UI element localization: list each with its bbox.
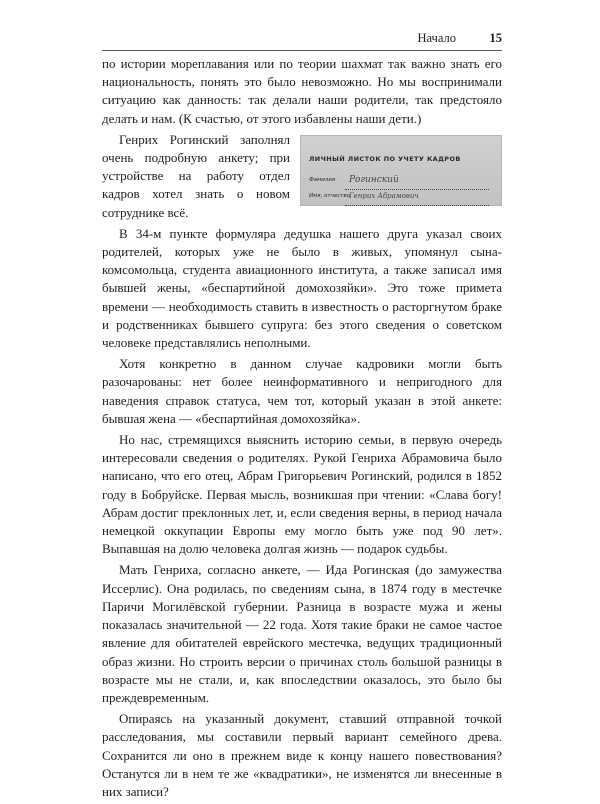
- personnel-form-image: [300, 135, 502, 206]
- form-row-name: [309, 187, 493, 205]
- paragraph-7: Опираясь на указанный документ, ставший отправной точкой расследования, мы составили первый вариант семейного древа. Сохранится ли оно в прежнем виде к концу нашего повествования? Останутся ли в нем те же «квадратики», не изменятся ли внесенные в них записи?: [102, 711, 502, 799]
- form-handwritten-surname: Рогинский: [349, 174, 399, 185]
- form-title: ЛИЧНЫЙ ЛИСТОК ПО УЧЕТУ КАДРОВ: [309, 154, 461, 163]
- page-number: 15: [489, 31, 502, 45]
- form-label-name: Имя, отчество: [309, 192, 351, 199]
- body-text: [102, 55, 502, 804]
- paragraph-2: Генрих Рогинский заполнял очень подробную анкету; при устройстве на работу отдел кадров хотел знать о новом сотруднике всё.: [102, 131, 290, 220]
- paragraph-1: по истории мореплавания или по теории шахмат так важно знать его национальность, понять это было невозможно. Но мы воспринимали ситуацию как данность: так делали наши родители, так предстояло делать и нам. (К счастью, от этого избавлены наши дети.): [102, 56, 502, 126]
- form-handwritten-name: Генрих Абрамович: [349, 191, 419, 200]
- form-label-surname: Фамилия: [309, 176, 336, 183]
- form-line: [345, 205, 489, 206]
- paragraph-3: В 34-м пункте формуляра дедушка нашего друга указал своих родителей, которых уже не было в живых, упомянул сына-комсомольца, студента авиационного института, а также записал имя бывшей жены, «беспартийной домохозяйки». Это тоже примета времени — необходимость ставить в известность о расторгнутом браке и родственниках бывшего супруга: без этого сведения о советском человеке представлялись неполными.: [102, 225, 502, 351]
- running-header: [102, 28, 502, 51]
- paragraph-6: Мать Генриха, согласно анкете, — Ида Рогинская (до замужества Иссерлис). Она родилась, по сведениям сына, в 1874 году в местечке Паричи Могилёвской губернии. Разница в возрасте мужа и жены показалась значительной — 22 года. Хотя такие браки не самое частое явление для обитателей еврейского местечка, ведущих традиционный образ жизни. Но строить версии о причинах столь большой разницы в возрасте мы не стали, и, как впоследствии оказалось, это было бы преждевременным.: [102, 562, 502, 705]
- section-title: Начало: [417, 31, 456, 45]
- paragraph-5: Но нас, стремящихся выяснить историю семьи, в первую очередь интересовали сведения о родителях. Рукой Генриха Абрамовича было написано, что его отец, Абрам Григорьевич Рогинский, родился в 1852 году в Бобруйске. Первая мысль, возникшая при чтении: «Слава богу! Абрам достиг преклонных лет, и, если сведения верны, в период начала немецкой оккупации Европы ему могло быть уже под 90 лет». Выпавшая на долю человека долгая жизнь — подарок судьбы.: [102, 432, 502, 557]
- paragraph-4: Хотя конкретно в данном случае кадровики могли быть разочарованы: нет более неинформативного и непригодного для наведения справок статуса, чем тот, который указан в этой анкете: бывшая жена — «беспартийная домохозяйка».: [102, 356, 502, 426]
